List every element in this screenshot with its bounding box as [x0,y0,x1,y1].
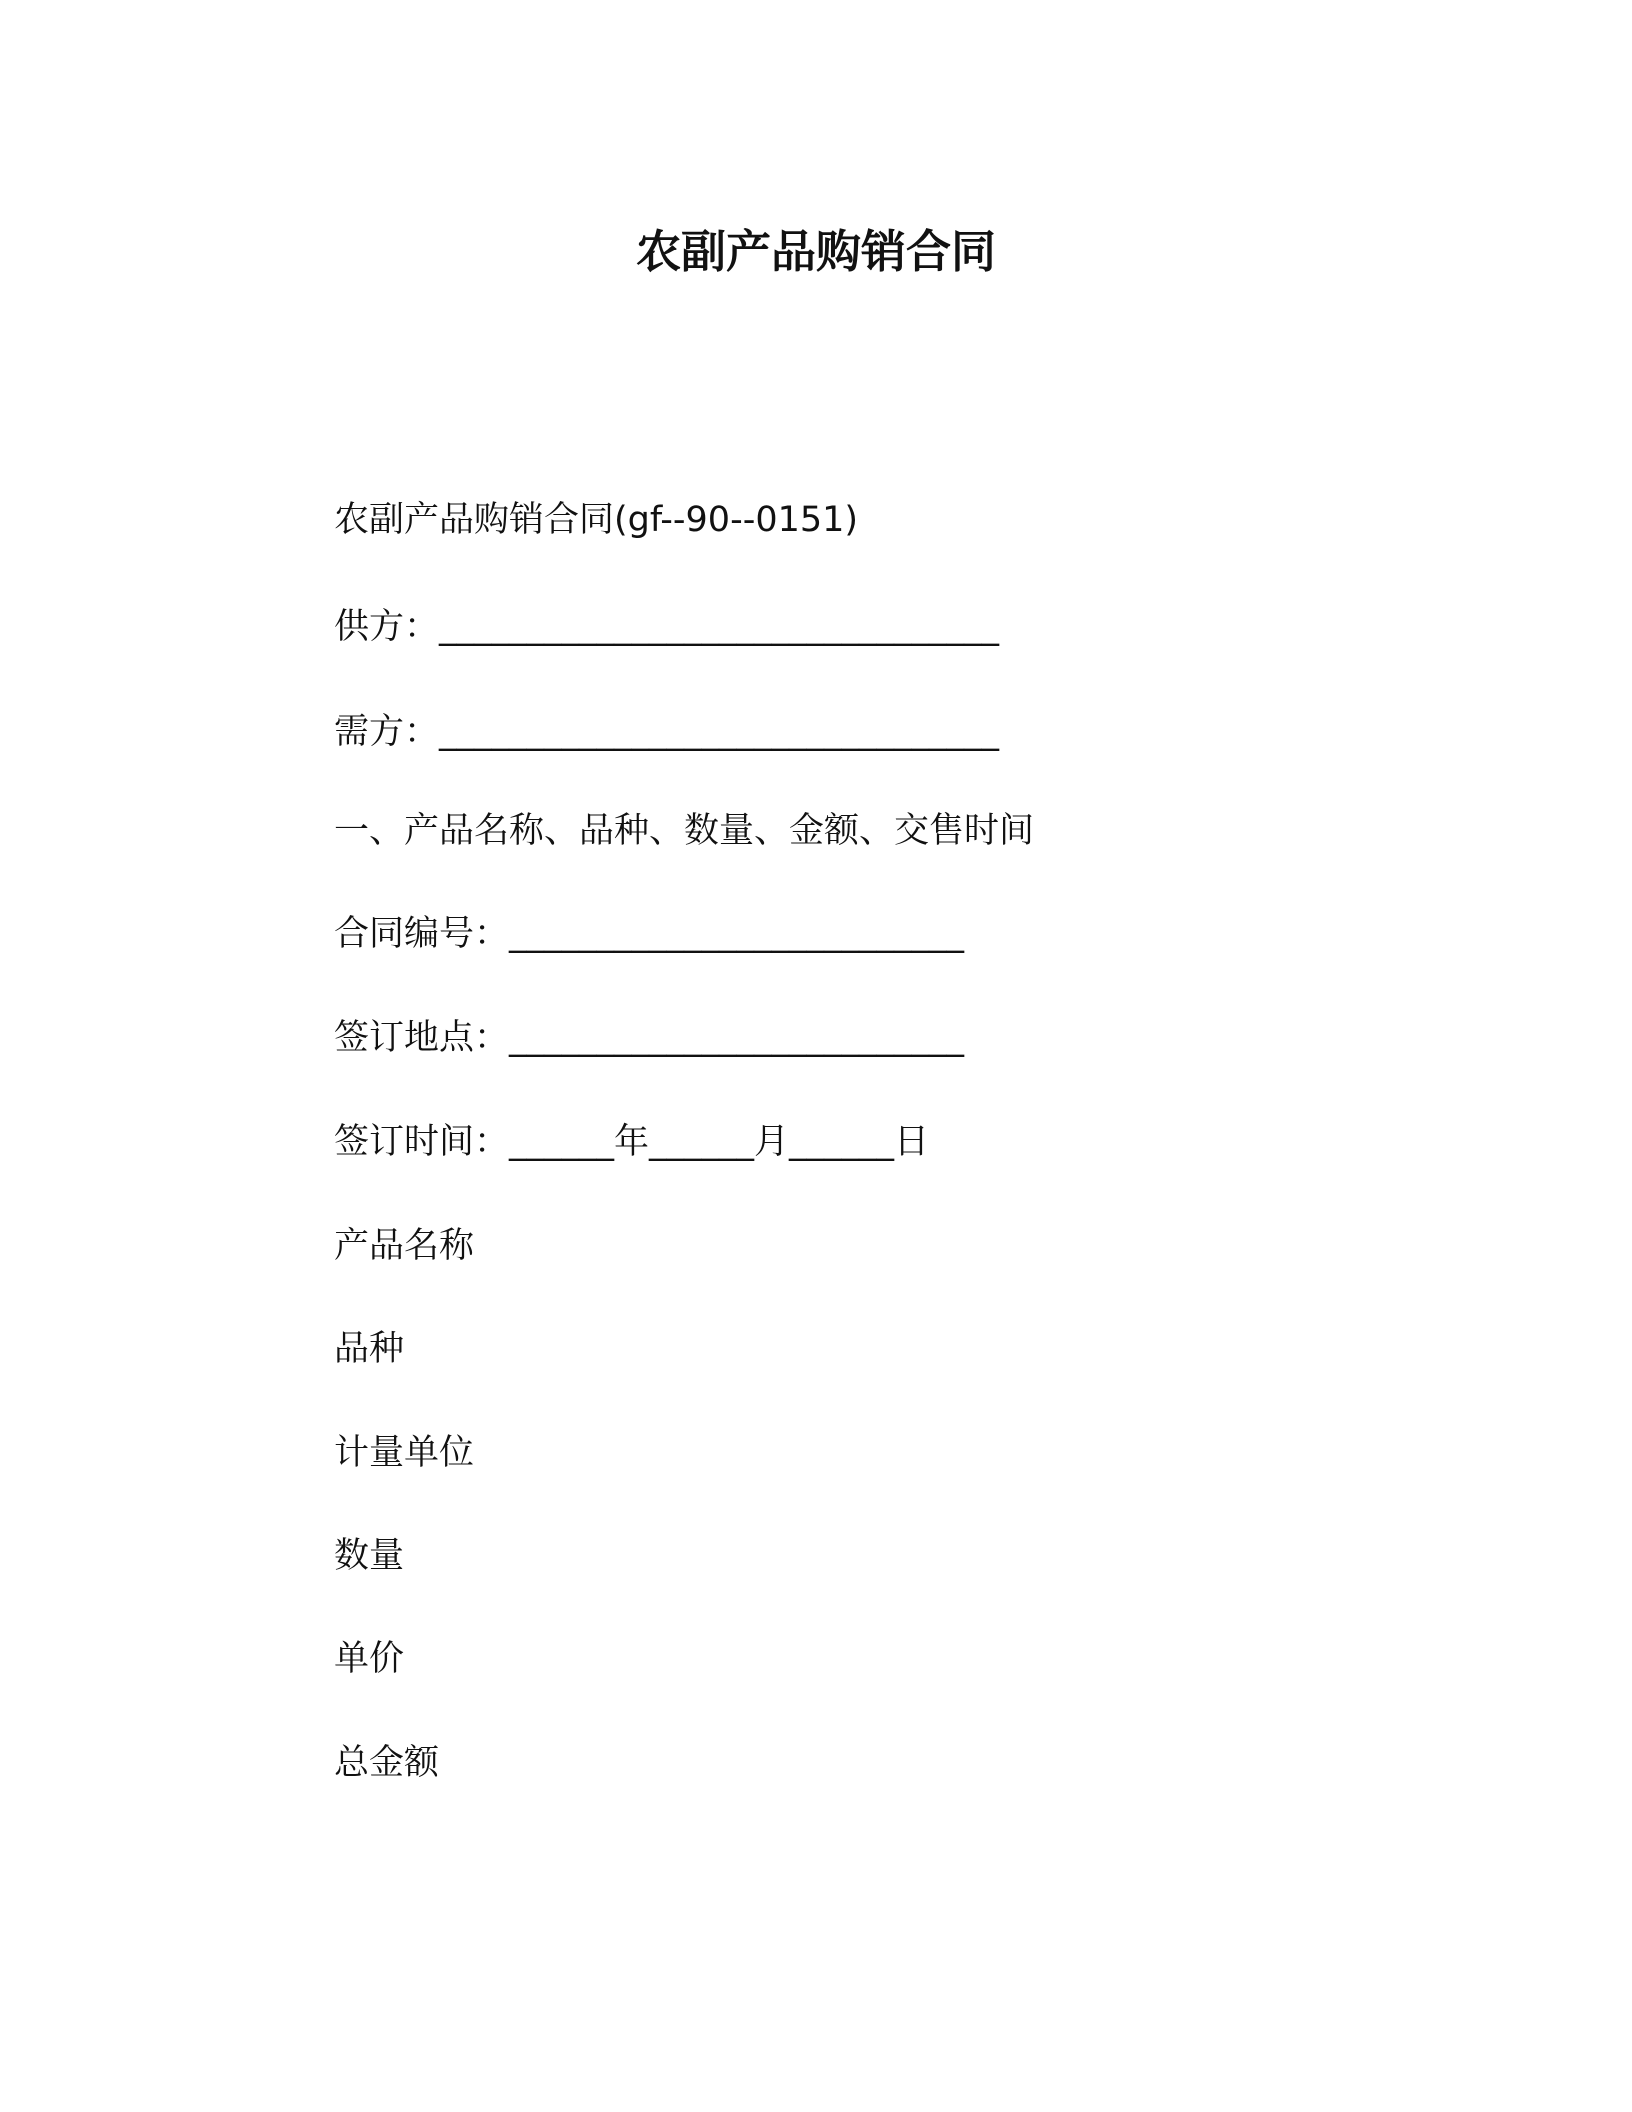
document-title: 农副产品购销合同 [635,225,996,278]
field-total-amount: 总金额 [334,1743,440,1783]
contract-number-line: 合同编号：__________________________ [334,914,965,954]
buyer-line: 需方：________________________________ [334,712,1000,752]
field-unit-price: 单价 [334,1639,405,1679]
field-quantity: 数量 [334,1536,405,1576]
signing-place-line: 签订地点：__________________________ [334,1018,965,1058]
supplier-line: 供方：________________________________ [334,607,1000,647]
signing-date-line: 签订时间：______年______月______日 [334,1122,930,1162]
field-unit: 计量单位 [334,1433,475,1473]
field-variety: 品种 [334,1329,405,1369]
section-1-heading: 一、产品名称、品种、数量、金额、交售时间 [334,811,1035,851]
field-product-name: 产品名称 [334,1226,475,1266]
contract-subtitle: 农副产品购销合同(gf--90--0151) [334,500,859,540]
